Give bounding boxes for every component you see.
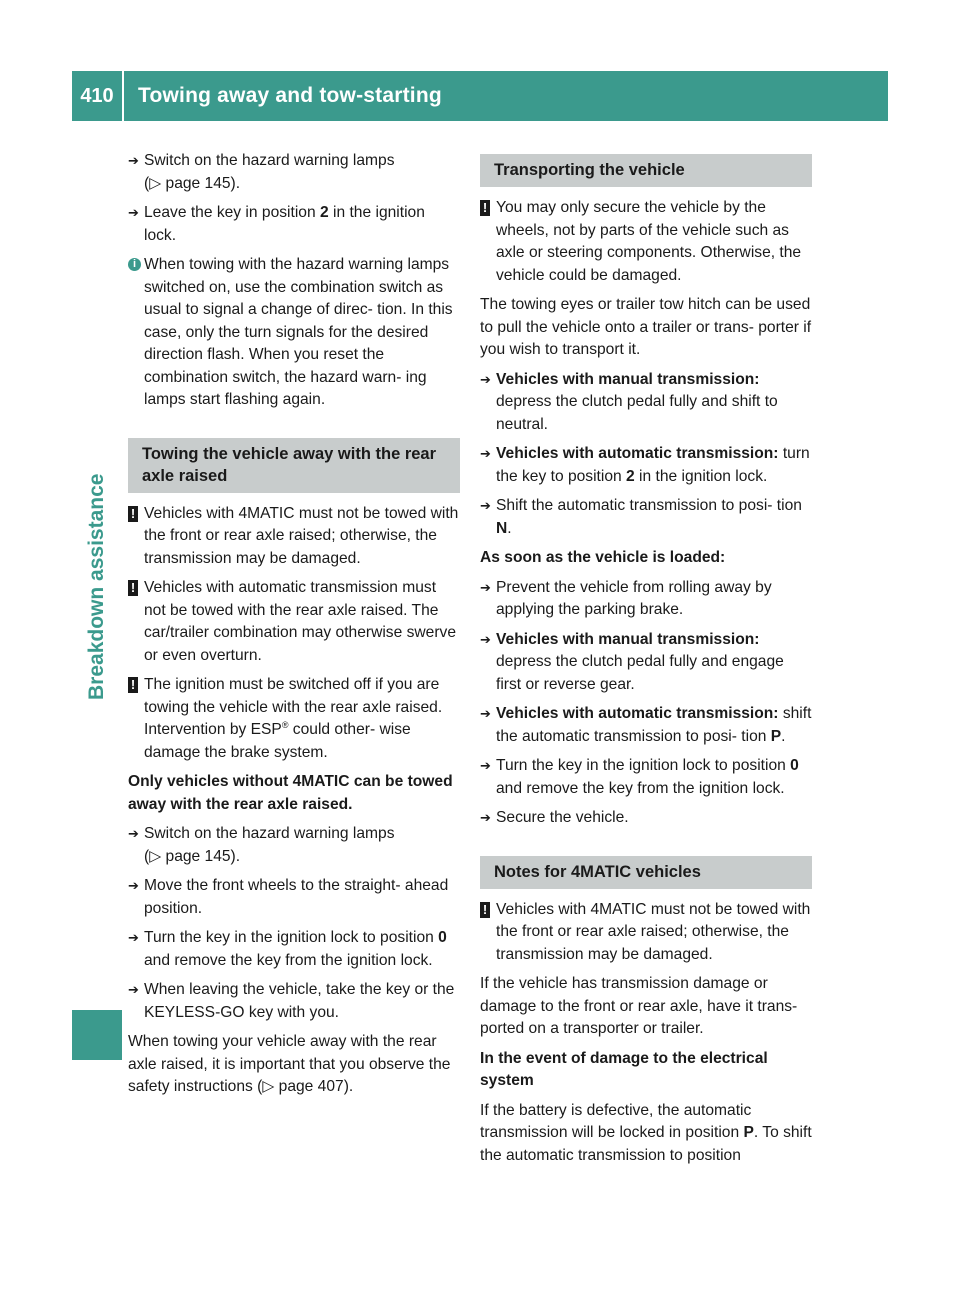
page-number: 410: [80, 84, 114, 107]
warning-note: ! You may only secure the vehicle by the wheels, not by parts of the vehicle such as axle or steering components. Otherwise, the vehicle could be damaged.: [480, 197, 812, 287]
arrow-right-icon: ➔: [480, 758, 491, 773]
bold-heading: Only vehicles without 4MATIC can be towed away with the rear axle raised.: [128, 773, 453, 813]
right-column: [480, 150, 812, 1174]
step-item: ➔ Turn the key in the ignition lock to position 0 and remove the key from the ignition lock.: [128, 929, 447, 969]
step-item: ➔ When leaving the vehicle, take the key or the KEYLESS-GO key with you.: [128, 981, 455, 1021]
arrow-right-icon: ➔: [480, 706, 491, 721]
step-item: ➔ Vehicles with manual transmission: depress the clutch pedal fully and engage first or reverse gear.: [480, 630, 784, 693]
arrow-right-icon: ➔: [480, 446, 491, 461]
section-heading: Notes for 4MATIC vehicles: [480, 856, 812, 889]
section-heading: Transporting the vehicle: [480, 154, 812, 187]
arrow-right-icon: ➔: [480, 810, 491, 825]
arrow-right-icon: ➔: [480, 371, 491, 387]
step-item: ➔ Shift the automatic transmission to posi- tion N.: [480, 497, 802, 537]
warning-icon: !: [480, 200, 490, 216]
paragraph: The towing eyes or trailer tow hitch can be used to pull the vehicle onto a trailer or trans- porter if you wish to transport it.: [480, 296, 812, 358]
warning-note: ! Vehicles with automatic transmission must not be towed with the rear axle raised. The car/trailer combination may otherwise swerve or even overturn.: [128, 577, 460, 667]
step-item: ➔ Switch on the hazard warning lamps (▷ page 145).: [128, 825, 395, 865]
step-item: ➔ Switch on the hazard warning lamps (▷ page 145).: [128, 152, 395, 192]
warning-note: ! Vehicles with 4MATIC must not be towed with the front or rear axle raised; otherwise, the transmission may be damaged.: [480, 899, 812, 967]
warning-note: ! The ignition must be switched off if you are towing the vehicle with the rear axle raised. Intervention by ESP® could other- wise damage the brake system.: [128, 674, 460, 764]
arrow-right-icon: ➔: [480, 631, 491, 647]
warning-icon: !: [128, 580, 138, 596]
arrow-right-icon: ➔: [128, 205, 139, 220]
paragraph: If the vehicle has transmission damage or damage to the front or rear axle, have it trans- ported on a transporter or trailer.: [480, 975, 798, 1037]
step-item: ➔ Vehicles with automatic transmission: turn the key to position 2 in the ignition lock.: [480, 445, 810, 485]
warning-note: ! Vehicles with 4MATIC must not be towed with the front or rear axle raised; otherwise, the transmission may be damaged.: [128, 503, 460, 571]
section-heading: Towing the vehicle away with the rear axle raised: [128, 438, 460, 493]
warning-icon: !: [128, 506, 138, 522]
side-tab-label: Breakdown assistance: [85, 473, 108, 700]
info-note: i When towing with the hazard warning lamps switched on, use the combination switch as usual to signal a change of direc- tion. In this case, only the turn signals for the desired direction flash. When you reset the combination switch, the hazard warn- ing lamps start flashing again.: [128, 254, 460, 412]
info-icon: i: [128, 258, 141, 271]
page-header: [72, 71, 888, 121]
arrow-right-icon: ➔: [128, 153, 139, 168]
left-column: [128, 150, 460, 1106]
step-item: ➔ Vehicles with automatic transmission: shift the automatic transmission to posi- tion P.: [480, 705, 812, 745]
step-item: ➔ Prevent the vehicle from rolling away by applying the parking brake.: [480, 578, 772, 618]
arrow-right-icon: ➔: [128, 878, 139, 893]
warning-icon: !: [128, 677, 138, 693]
bold-heading: As soon as the vehicle is loaded:: [480, 549, 726, 566]
step-item: ➔ Leave the key in position 2 in the ignition lock.: [128, 204, 425, 244]
paragraph: If the battery is defective, the automatic transmission will be locked in position P. To shift the automatic transmission to position: [480, 1101, 812, 1164]
arrow-right-icon: ➔: [480, 579, 491, 595]
bold-heading: In the event of damage to the electrical system: [480, 1049, 768, 1089]
warning-icon: !: [480, 902, 490, 918]
step-item: ➔ Secure the vehicle.: [480, 807, 812, 830]
step-item: ➔ Turn the key in the ignition lock to position 0 and remove the key from the ignition lock.: [480, 757, 799, 797]
step-item: ➔ Move the front wheels to the straight- ahead position.: [128, 877, 449, 917]
paragraph: When towing your vehicle away with the rear axle raised, it is important that you observe the safety instructions (▷ page 407).: [128, 1033, 451, 1095]
step-item: ➔ Vehicles with manual transmission: depress the clutch pedal fully and shift to neutral.: [480, 370, 778, 433]
arrow-right-icon: ➔: [128, 826, 139, 841]
arrow-right-icon: ➔: [480, 498, 491, 513]
side-tab-block: [72, 1010, 122, 1060]
arrow-right-icon: ➔: [128, 930, 139, 945]
page-title: Towing away and tow-starting: [138, 84, 442, 107]
arrow-right-icon: ➔: [128, 982, 139, 997]
